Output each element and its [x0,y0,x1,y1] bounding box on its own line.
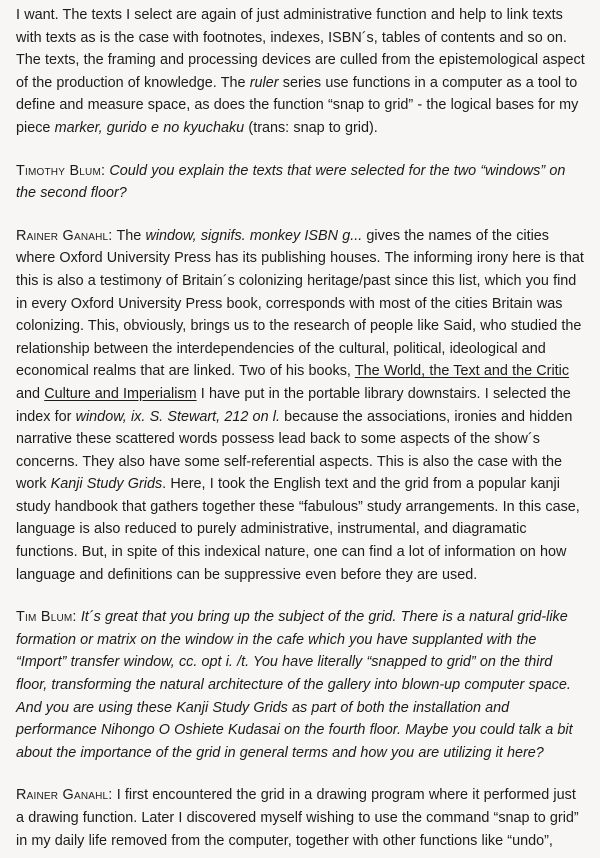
paragraph-intro [16,4,586,140]
italic-text: marker, gurido e no kyuchaku [54,119,245,136]
body-text: because the associations, ironies and hidden narrative these scattered words possess lead back to some aspects of the show´s concerns. They also have some self-referential aspects. This is also the case with the work [16,408,573,493]
body-text: series use functions in a computer as a tool to define and measure space, as does the function “snap to grid” - the logical bases for my piece [16,74,579,136]
speaker-name: Tim Blum: [16,609,77,626]
book-title: Culture and Imperialism [44,385,197,402]
speaker-name: Rainer Ganahl: [16,227,113,244]
italic-text: It´s great that you bring up the subject of the grid. There is a natural grid-like formation or matrix on the window in the cafe which you have supplanted with the “Import” transfer window, cc. opt i. /t. You have literally “snapped to grid” on the third floor, transforming the natural architecture of the gallery into blown-up computer space. And you are using these Kanji Study Grids as part of both the installation and performance Nihongo O Oshiete Kudasai on the fourth floor. Maybe you could talk a bit about the importance of the grid in general terms and how you are utilizing it here? [16,609,573,761]
italic-text: window, signifs. monkey ISBN g... [145,227,363,244]
body-text: I have put in the portable library downstairs. I selected the index for [16,385,571,425]
speaker-name: Timothy Blum: [16,162,106,179]
italic-text: Kanji Study Grids [50,476,163,493]
speaker-name: Rainer Ganahl: [16,787,113,804]
question-tim-blum [16,606,586,764]
italic-text: ruler [249,74,279,91]
body-text: and [16,385,45,402]
body-text: I first encountered the grid in a drawing program where it performed just a drawing function. Later I discovered myself wishing to use the command “snap to grid” in my daily life removed from the computer, together with other functions like “undo”, [16,787,579,849]
body-text: (trans: snap to grid). [244,119,378,136]
italic-text: Could you explain the texts that were selected for the two “windows” on the second floor? [16,162,566,202]
question-timothy-blum [16,160,586,205]
body-text: . Here, I took the English text and the grid from a popular kanji study handbook that gathers together these “fabulous” study arrangements. In this case, language is also reduced to purely administrative, instrumental, and diagramatic functions. But, in spite of this indexical nature, one can find a lot of information on how language and definitions can be suppressive even before they are used. [16,476,580,583]
answer-rainer-ganahl-1 [16,225,586,587]
body-text: The [116,227,146,244]
italic-text: window, ix. S. Stewart, 212 on l. [75,408,280,425]
body-text: gives the names of the cities where Oxford University Press has its publishing houses. The informing irony here is that this is also a testimony of Britain´s colonizing heritage/past since this list, which you find in every Oxford University Press book, corresponds with most of the cities Britain was colonizing. This, obviously, brings us to the research of people like Said, who studied the relationship between the interdependencies of the cultural, political, ideological and economical realms that are linked. Two of his books, [16,227,584,380]
book-title: The World, the Text and the Critic [354,363,570,380]
answer-rainer-ganahl-2 [16,784,586,852]
body-text: I want. The texts I select are again of just administrative function and help to link texts with texts as is the case with footnotes, indexes, ISBN´s, tables of contents and so on. The texts, the framing and processing devices are culled from the epistemological aspect of the production of knowledge. The [16,7,585,91]
